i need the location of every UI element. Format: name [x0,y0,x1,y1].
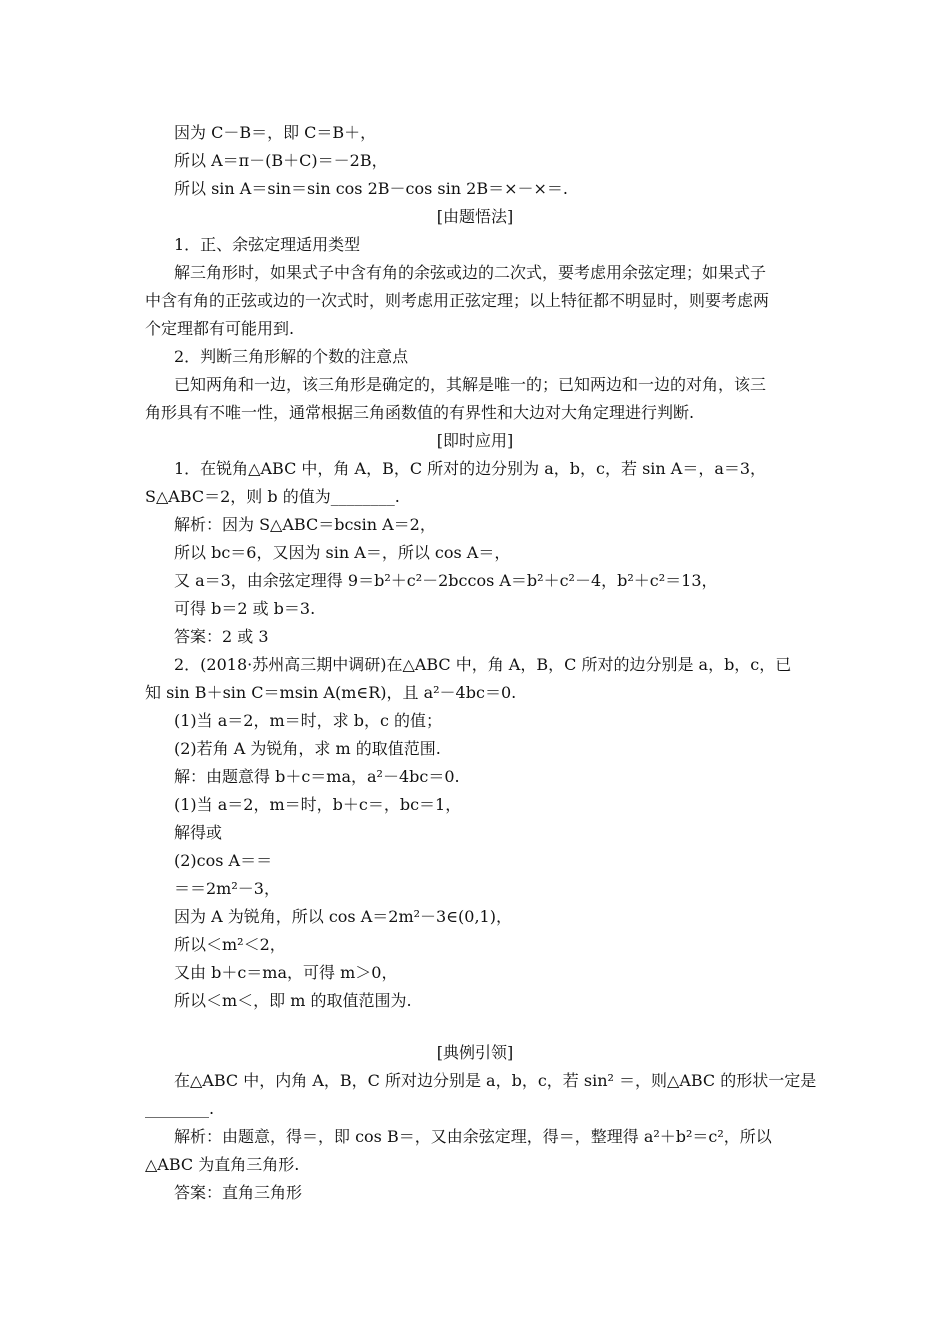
problem-text: 在△ABC 中，内角 A，B，C 所对边分别是 a，b，c，若 sin² ＝，则△ABC 的形状一定是 [174,1071,817,1090]
solution-text: 可得 b＝2 或 b＝3. [174,599,316,618]
text-line: 已知两角和一边，该三角形是确定的，其解是唯一的；已知两边和一边的对角，该三 [174,375,767,394]
solution-text: 解析：因为 S△ABC＝bcsin A＝2， [174,515,436,534]
solution-text: ＝＝2m²－3， [174,879,280,898]
solution-text: 因为 A 为锐角，所以 cos A＝2m²－3∈(0,1)， [174,907,512,926]
solution-text: 解：由题意得 b＋c＝ma，a²－4bc＝0. [174,767,460,786]
problem-text: ________. [145,1099,215,1118]
text-line: 个定理都有可能用到. [145,319,295,338]
solution-text: 所以 bc＝6，又因为 sin A＝，所以 cos A＝， [174,543,511,562]
solution-text: 所以＜m＜，即 m 的取值范围为. [174,991,412,1010]
text-line: 角形具有不唯一性，通常根据三角函数值的有界性和大边对大角定理进行判断. [145,403,695,422]
problem-text: (1)当 a＝2，m＝时，求 b，c 的值； [174,711,443,730]
solution-text: 所以＜m²＜2， [174,935,286,954]
text-line: 解三角形时，如果式子中含有角的余弦或边的二次式，要考虑用余弦定理；如果式子 [174,263,767,282]
problem-text: 1．在锐角△ABC 中，角 A，B，C 所对的边分别为 a，b，c，若 sin A＝，a＝3， [174,459,767,478]
problem-text: (2)若角 A 为锐角，求 m 的取值范围. [174,739,441,758]
text-line: 中含有角的正弦或边的一次式时，则考虑用正弦定理；以上特征都不明显时，则要考虑两 [145,291,770,310]
problem-text: 知 sin B＋sin C＝msin A(m∈R)，且 a²－4bc＝0. [145,683,517,702]
section-heading: [即时应用] [436,431,514,450]
problem-text: 2．(2018·苏州高三期中调研)在△ABC 中，角 A，B，C 所对的边分别是 a，b，c，已 [174,655,792,674]
text-line: 所以 A＝π－(B＋C)＝－2B， [174,151,388,170]
solution-text: 解析：由题意，得＝，即 cos B＝，又由余弦定理，得＝，整理得 a²＋b²＝c²，所以 [174,1127,772,1146]
solution-text: (2)cos A＝＝ [174,851,273,870]
answer-text: 答案：直角三角形 [174,1183,303,1202]
section-heading: [由题悟法] [436,207,514,226]
problem-text: S△ABC＝2，则 b 的值为________. [145,487,400,506]
answer-text: 答案：2 或 3 [174,627,269,646]
text-line: 因为 C－B＝，即 C＝B＋， [174,123,377,142]
solution-text: 解得或 [174,823,223,842]
subheading: 2．判断三角形解的个数的注意点 [174,347,409,366]
text-line: 所以 sin A＝sin＝sin cos 2B－cos sin 2B＝×－×＝. [174,179,568,198]
solution-text: 又由 b＋c＝ma，可得 m＞0， [174,963,398,982]
solution-text: △ABC 为直角三角形. [145,1155,300,1174]
section-heading: [典例引领] [436,1043,514,1062]
solution-text: (1)当 a＝2，m＝时，b＋c＝，bc＝1， [174,795,462,814]
solution-text: 又 a＝3，由余弦定理得 9＝b²＋c²－2bccos A＝b²＋c²－4，b²＋c²＝13， [174,571,718,590]
subheading: 1．正、余弦定理适用类型 [174,235,361,254]
